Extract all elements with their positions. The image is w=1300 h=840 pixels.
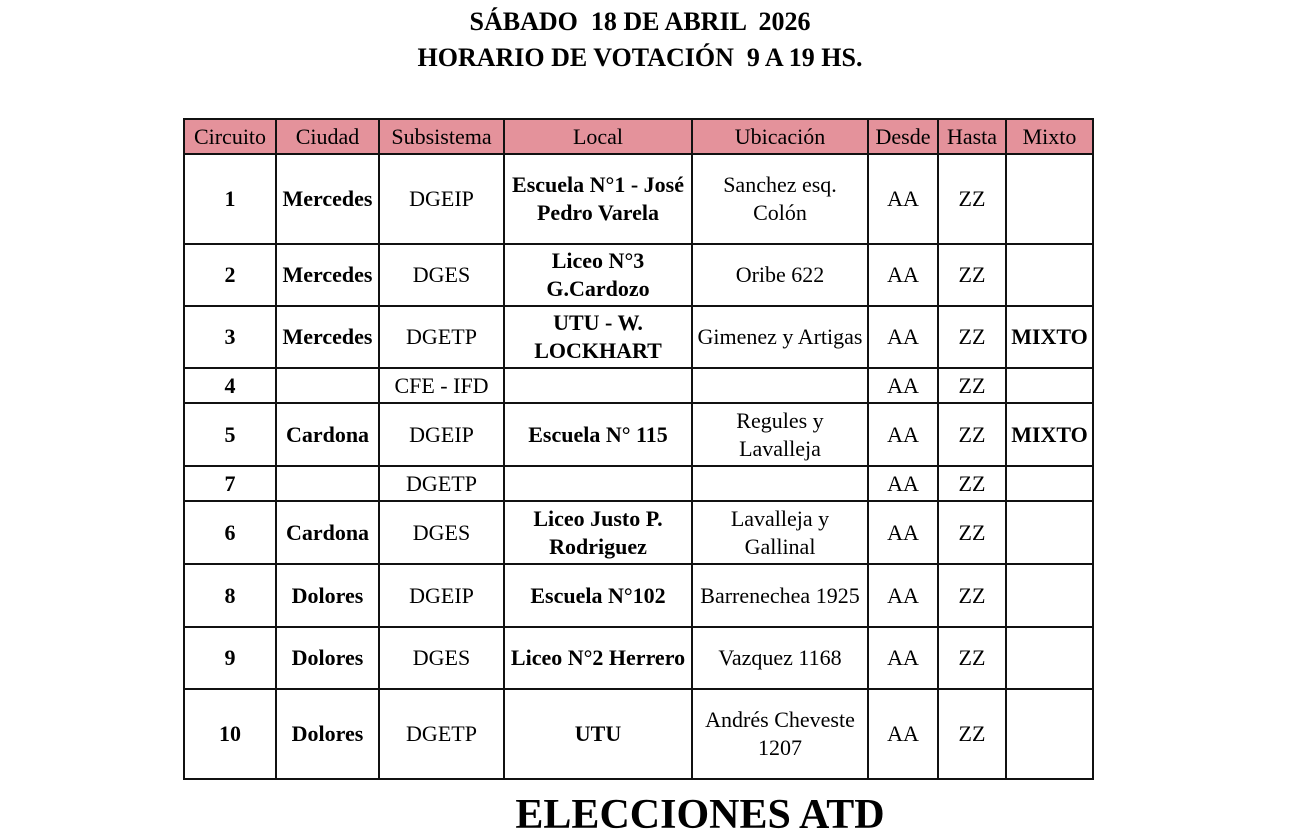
cell-local — [504, 466, 692, 501]
cell-circuito: 4 — [184, 368, 276, 403]
cell-ubicacion: Barrenechea 1925 — [692, 564, 868, 627]
cell-desde: AA — [868, 306, 938, 368]
cell-circuito: 10 — [184, 689, 276, 779]
cell-hasta: ZZ — [938, 306, 1006, 368]
table-row — [184, 154, 1093, 244]
cell-mixto — [1006, 466, 1093, 501]
table-row — [184, 466, 1093, 501]
column-header-ubicacion: Ubicación — [692, 119, 868, 154]
cell-circuito: 3 — [184, 306, 276, 368]
table-row — [184, 368, 1093, 403]
table-row — [184, 689, 1093, 779]
cell-subsistema: DGES — [379, 244, 504, 306]
cell-circuito: 9 — [184, 627, 276, 689]
cell-subsistema: DGEIP — [379, 564, 504, 627]
column-header-ciudad: Ciudad — [276, 119, 379, 154]
table-row — [184, 306, 1093, 368]
cell-mixto — [1006, 368, 1093, 403]
cell-ciudad: Dolores — [276, 689, 379, 779]
table-row — [184, 244, 1093, 306]
cell-ubicacion — [692, 466, 868, 501]
cell-desde: AA — [868, 627, 938, 689]
cell-hasta: ZZ — [938, 368, 1006, 403]
cell-ubicacion: Andrés Cheveste 1207 — [692, 689, 868, 779]
date-title: SÁBADO 18 DE ABRIL 2026 — [469, 7, 811, 36]
table-row — [184, 564, 1093, 627]
cell-ciudad — [276, 368, 379, 403]
cell-local: Liceo N°2 Herrero — [504, 627, 692, 689]
cell-hasta: ZZ — [938, 403, 1006, 466]
column-header-mixto: Mixto — [1006, 119, 1093, 154]
cell-hasta: ZZ — [938, 564, 1006, 627]
column-header-local: Local — [504, 119, 692, 154]
cell-ciudad: Mercedes — [276, 154, 379, 244]
cell-mixto: MIXTO — [1006, 306, 1093, 368]
column-header-hasta: Hasta — [938, 119, 1006, 154]
cell-local: UTU — [504, 689, 692, 779]
table-row — [184, 403, 1093, 466]
cell-mixto — [1006, 627, 1093, 689]
cell-subsistema: DGEIP — [379, 154, 504, 244]
column-header-circuito: Circuito — [184, 119, 276, 154]
table-row — [184, 627, 1093, 689]
column-header-desde: Desde — [868, 119, 938, 154]
cell-circuito: 5 — [184, 403, 276, 466]
cell-hasta: ZZ — [938, 501, 1006, 564]
cell-ciudad — [276, 466, 379, 501]
cell-hasta: ZZ — [938, 244, 1006, 306]
cell-subsistema: DGETP — [379, 466, 504, 501]
cell-subsistema: DGETP — [379, 689, 504, 779]
cell-mixto: MIXTO — [1006, 403, 1093, 466]
cell-local: UTU - W. LOCKHART — [504, 306, 692, 368]
cell-hasta: ZZ — [938, 689, 1006, 779]
cell-mixto — [1006, 244, 1093, 306]
cell-ubicacion: Oribe 622 — [692, 244, 868, 306]
cell-subsistema: DGETP — [379, 306, 504, 368]
circuits-table — [183, 118, 1094, 780]
cell-local: Liceo Justo P. Rodriguez — [504, 501, 692, 564]
cell-circuito: 2 — [184, 244, 276, 306]
cell-subsistema: DGEIP — [379, 403, 504, 466]
cell-ciudad: Cardona — [276, 501, 379, 564]
cell-ciudad: Cardona — [276, 403, 379, 466]
cell-mixto — [1006, 564, 1093, 627]
cell-circuito: 6 — [184, 501, 276, 564]
cell-desde: AA — [868, 466, 938, 501]
cell-local: Escuela N°1 - José Pedro Varela — [504, 154, 692, 244]
cell-desde: AA — [868, 501, 938, 564]
cell-ciudad: Dolores — [276, 564, 379, 627]
cell-subsistema: DGES — [379, 501, 504, 564]
cell-local: Escuela N° 115 — [504, 403, 692, 466]
cell-ciudad: Mercedes — [276, 244, 379, 306]
document-header — [0, 4, 1280, 76]
cell-hasta: ZZ — [938, 154, 1006, 244]
cell-desde: AA — [868, 403, 938, 466]
cell-ciudad: Dolores — [276, 627, 379, 689]
cell-subsistema: CFE - IFD — [379, 368, 504, 403]
cell-circuito: 7 — [184, 466, 276, 501]
cell-circuito: 1 — [184, 154, 276, 244]
cell-ubicacion — [692, 368, 868, 403]
cell-desde: AA — [868, 564, 938, 627]
cell-ubicacion: Regules y Lavalleja — [692, 403, 868, 466]
cell-ubicacion: Vazquez 1168 — [692, 627, 868, 689]
cell-local: Escuela N°102 — [504, 564, 692, 627]
cell-mixto — [1006, 501, 1093, 564]
cell-ciudad: Mercedes — [276, 306, 379, 368]
cell-ubicacion: Sanchez esq. Colón — [692, 154, 868, 244]
cell-desde: AA — [868, 368, 938, 403]
elections-title: ELECCIONES ATD — [515, 792, 885, 838]
cell-hasta: ZZ — [938, 466, 1006, 501]
cell-mixto — [1006, 154, 1093, 244]
cell-desde: AA — [868, 244, 938, 306]
cell-desde: AA — [868, 689, 938, 779]
cell-local: Liceo N°3 G.Cardozo — [504, 244, 692, 306]
cell-subsistema: DGES — [379, 627, 504, 689]
table-row — [184, 501, 1093, 564]
cell-ubicacion: Lavalleja y Gallinal — [692, 501, 868, 564]
voting-hours: HORARIO DE VOTACIÓN 9 A 19 HS. — [417, 43, 863, 72]
column-header-subsistema: Subsistema — [379, 119, 504, 154]
cell-circuito: 8 — [184, 564, 276, 627]
cell-hasta: ZZ — [938, 627, 1006, 689]
table-header-row — [184, 119, 1093, 154]
cell-ubicacion: Gimenez y Artigas — [692, 306, 868, 368]
cell-local — [504, 368, 692, 403]
cell-mixto — [1006, 689, 1093, 779]
cell-desde: AA — [868, 154, 938, 244]
